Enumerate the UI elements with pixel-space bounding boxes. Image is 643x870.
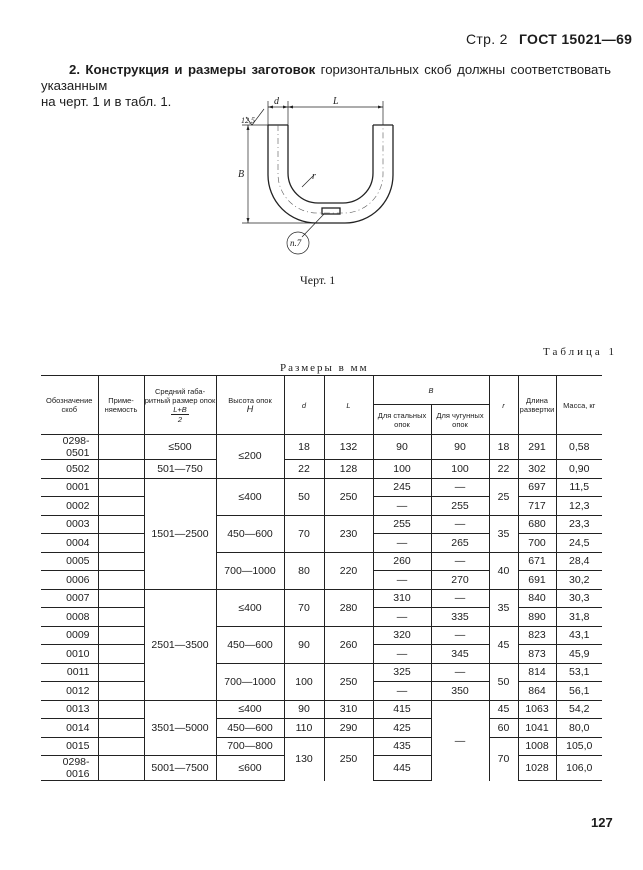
table-row: 0001 1501—2500 ≤400 50 250 245 — 25 697 11,5: [41, 478, 602, 497]
intro-number: 2.: [69, 62, 80, 77]
figure-caption: Черт. 1: [300, 273, 336, 287]
label-roughness: 12,5: [241, 116, 255, 125]
label-d: d: [274, 96, 279, 107]
header-mass: Масса, кг: [556, 376, 602, 435]
header-r: r: [489, 376, 518, 435]
bracket-inner-contour: [288, 125, 373, 203]
table-row: 0010 — 345 873 45,9: [41, 645, 602, 664]
table-row: 0008 — 335 890 31,8: [41, 608, 602, 627]
header-d: d: [284, 376, 324, 435]
intro-rest-text: горизонтальных скоб должны соответствовать указанным: [41, 62, 611, 93]
table-row: 0007 2501—3500 ≤400 70 280 310 — 35 840 30,3: [41, 589, 602, 608]
table-row: 0502 501—750 22 128 100 100 22 302 0,90: [41, 460, 602, 479]
table-row: 0005 700—1000 80 220 260 — 40 671 28,4: [41, 552, 602, 571]
label-r: r: [312, 171, 316, 182]
intro-line-1: [41, 62, 611, 94]
header-B-cast: Для чугунных опок: [431, 405, 489, 435]
table-row: 0006 — 270 691 30,2: [41, 571, 602, 590]
page-header-page: Стр. 2: [466, 31, 508, 47]
table-row: 0009 450—600 90 260 320 — 45 823 43,1: [41, 626, 602, 645]
dimensions-table: [41, 375, 602, 781]
table-row: 0013 3501—5000 ≤400 90 310 415 — 45 1063 54,2: [41, 700, 602, 719]
note-leader: [302, 214, 324, 237]
table-label: Таблица 1: [543, 346, 618, 358]
intro-bold-text: Конструкция и размеры заготовок: [85, 62, 316, 77]
header-B: B: [373, 376, 489, 405]
table-row: 0004 — 265 700 24,5: [41, 534, 602, 553]
label-note: п.7: [290, 238, 302, 248]
table-row: 0014 450—600 110 290 425 60 1041 80,0: [41, 719, 602, 738]
bracket-centerline: [278, 125, 383, 213]
page-header-standard: ГОСТ 15021—69: [519, 31, 633, 47]
bracket-drawing: [230, 95, 430, 265]
units-label: Размеры в мм: [280, 362, 369, 374]
label-B: B: [238, 169, 245, 180]
table-row: 0003 450—600 70 230 255 — 35 680 23,3: [41, 515, 602, 534]
intro-line-2: на черт. 1 и в табл. 1.: [41, 94, 172, 109]
table-row: 0015 700—800 130 250 435 70 1008 105,0: [41, 737, 602, 756]
table-row: 0002 — 255 717 12,3: [41, 497, 602, 516]
header-application: Применяемость: [98, 376, 144, 435]
header-mean-size: Средний габаритный размер опок $\frac{L+B}{2}$: [144, 376, 216, 435]
mean-size-formula: $\frac{L+B}{2}$: [173, 404, 187, 424]
header-L: L: [324, 376, 373, 435]
header-length: Длина развертки: [518, 376, 556, 435]
header-designation: Обозначение скоб: [41, 376, 98, 435]
table-row: 0011 700—1000 100 250 325 — 50 814 53,1: [41, 663, 602, 682]
table-row: 0298-0501 ≤500 ≤200 18 132 90 90 18 291 0,58: [41, 435, 602, 460]
header-height: Высота опок H: [216, 376, 284, 435]
table-row: 0298-0016 5001—7500 ≤600 445 1028 106,0: [41, 756, 602, 781]
page-number: 127: [591, 815, 613, 830]
label-L: L: [333, 96, 339, 107]
table-row: 0012 — 350 864 56,1: [41, 682, 602, 701]
header-B-steel: Для стальных опок: [373, 405, 431, 435]
